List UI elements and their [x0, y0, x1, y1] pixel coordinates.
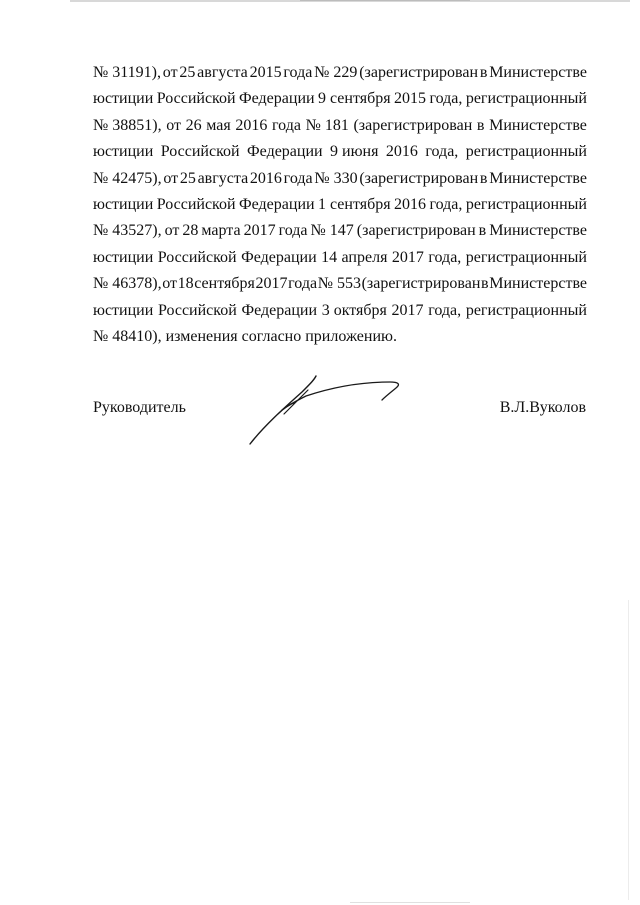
paragraph-line: [93, 166, 587, 192]
word: № 147: [310, 222, 354, 240]
word: года: [271, 116, 301, 134]
word: 2017: [391, 301, 424, 319]
word: Министерстве: [489, 275, 587, 293]
word: в: [476, 116, 485, 134]
word: 9 сентября: [317, 90, 391, 108]
word: августа: [197, 64, 248, 81]
word: (зарегистрирован: [359, 64, 479, 81]
word: 2016: [385, 143, 418, 161]
word: года: [288, 275, 318, 293]
word: мая: [206, 116, 231, 134]
word: в: [479, 169, 488, 187]
paragraph-line: [93, 192, 587, 218]
word: № 181: [305, 116, 349, 134]
word: от: [162, 275, 177, 293]
word: 25: [179, 64, 196, 81]
word: 2016: [394, 195, 427, 213]
word: юстиции: [93, 90, 154, 108]
signatory-name: В.Л.Вуколов: [499, 399, 586, 416]
word: 9 июня: [330, 143, 379, 161]
word: (зарегистрирован: [353, 116, 473, 134]
word: от: [164, 222, 180, 240]
word: юстиции: [93, 248, 154, 266]
word: Федерации: [239, 90, 315, 108]
word: № 46378),: [93, 275, 162, 293]
word: года,: [429, 195, 463, 213]
paragraph-line: [93, 113, 587, 139]
word: № 48410), изменения согласно приложению.: [93, 327, 397, 345]
word: 25: [179, 169, 196, 187]
word: 26: [185, 116, 202, 134]
word: Российской: [156, 90, 236, 108]
word: № 42475),: [93, 169, 162, 187]
word: Федерации: [241, 301, 318, 319]
word: года,: [428, 248, 462, 266]
word: года,: [428, 301, 462, 319]
word: № 229: [314, 64, 358, 81]
word: регистрационный: [465, 195, 587, 213]
word: юстиции: [93, 143, 154, 161]
word: года,: [429, 90, 463, 108]
word: (зарегистрирован: [359, 169, 479, 187]
word: 3 октября: [321, 301, 387, 319]
paragraph-line: [93, 271, 587, 297]
word: регистрационный: [465, 143, 587, 161]
word: 14: [321, 248, 338, 266]
word: в: [478, 222, 487, 240]
paragraph-line: [93, 139, 587, 165]
word: года,: [425, 143, 459, 161]
word: сентября: [194, 275, 255, 293]
scan-edge-right: [628, 600, 629, 900]
word: 2017: [391, 248, 424, 266]
word: года: [283, 169, 313, 187]
word: от: [162, 64, 178, 81]
paragraph-line: [93, 324, 587, 350]
word: юстиции: [93, 195, 154, 213]
word: Российской: [160, 143, 240, 161]
word: Федерации: [241, 248, 317, 266]
word: 18: [177, 275, 194, 293]
paragraph-line: [93, 245, 587, 271]
paragraph-line: [93, 298, 587, 324]
word: Министерстве: [489, 64, 587, 81]
scan-edge-top-mark: [300, 0, 470, 1]
word: (зарегистрирован: [356, 222, 476, 240]
paragraph-line: [93, 60, 587, 86]
word: от: [163, 169, 179, 187]
word: Министерстве: [489, 116, 587, 134]
word: Российской: [157, 301, 237, 319]
word: от: [166, 116, 181, 134]
word: 2016: [249, 169, 282, 187]
word: Федерации: [239, 195, 315, 213]
word: августа: [197, 169, 249, 187]
word: 2015: [249, 64, 282, 81]
word: регистрационный: [465, 90, 587, 108]
word: № 38851),: [93, 116, 162, 134]
signatory-position: Руководитель: [93, 399, 186, 416]
word: года: [283, 64, 313, 81]
word: 2017: [255, 275, 288, 293]
word: в: [479, 64, 488, 81]
word: Федерации: [247, 143, 323, 161]
word: регистрационный: [465, 301, 587, 319]
word: 1 сентября: [317, 195, 391, 213]
word: № 330: [314, 169, 358, 187]
word: 2017: [243, 222, 276, 240]
word: регистрационный: [465, 248, 587, 266]
word: Министерстве: [489, 169, 587, 187]
word: 2016: [235, 116, 268, 134]
word: № 31191),: [93, 64, 161, 81]
word: 2015: [394, 90, 427, 108]
paragraph-line: [93, 218, 587, 244]
document-body-text: [93, 60, 587, 350]
word: (зарегистрирован: [361, 275, 481, 293]
word: юстиции: [93, 301, 154, 319]
word: года: [278, 222, 308, 240]
word: Российской: [156, 195, 236, 213]
word: в: [481, 275, 489, 293]
word: апреля: [341, 248, 388, 266]
word: № 553: [317, 275, 361, 293]
word: марта: [201, 222, 241, 240]
word: 28: [182, 222, 199, 240]
handwritten-signature: [240, 368, 410, 446]
word: Министерстве: [489, 222, 587, 240]
word: Российской: [157, 248, 237, 266]
word: № 43527),: [93, 222, 162, 240]
paragraph-line: [93, 86, 587, 112]
scan-edge-bottom: [350, 902, 470, 903]
